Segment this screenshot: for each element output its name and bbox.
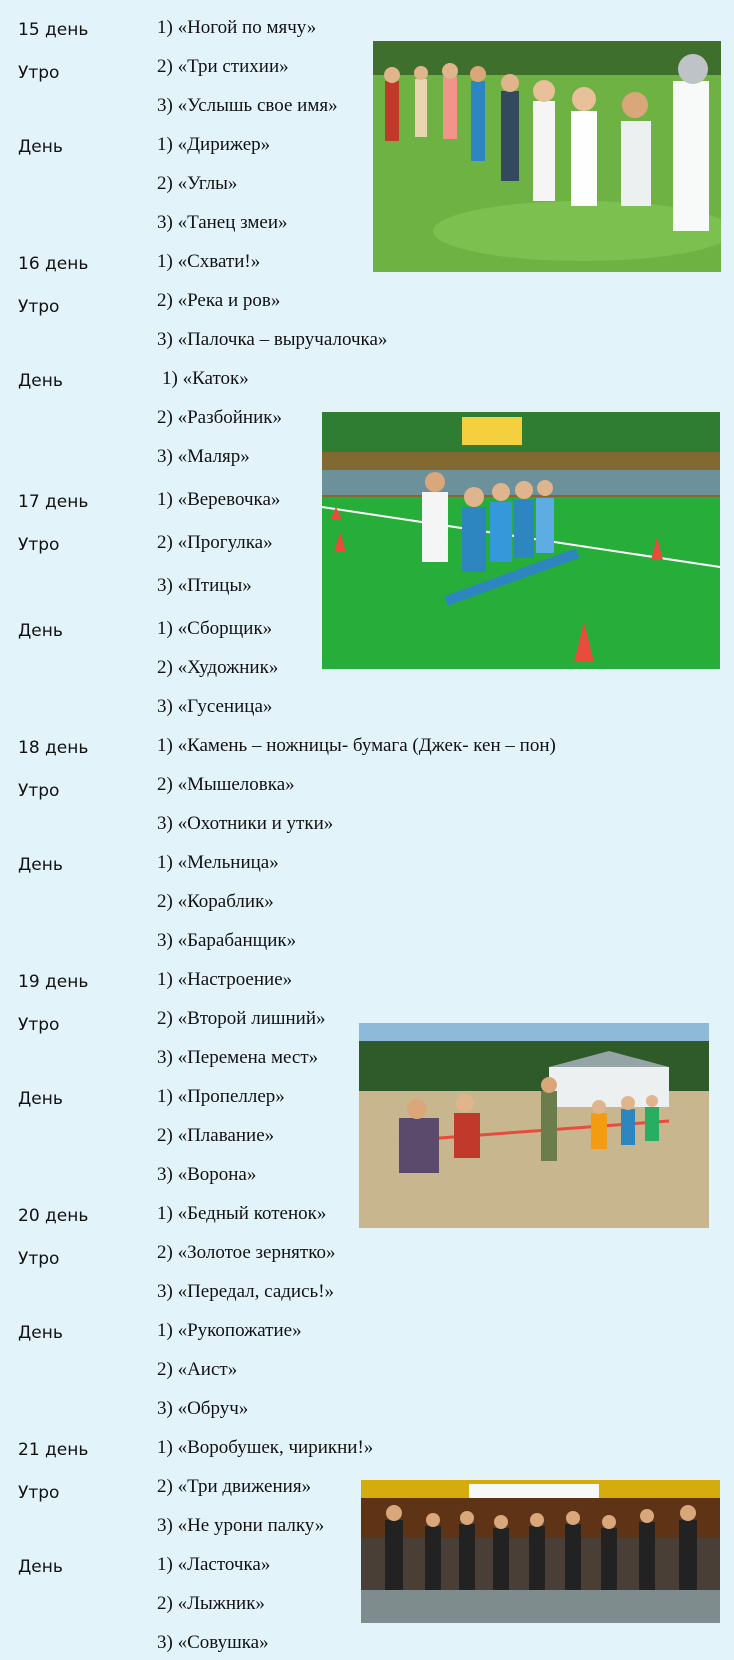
game-item: 2) «Художник» [157, 657, 279, 678]
afternoon-label: День [18, 1089, 63, 1109]
afternoon-label: День [18, 855, 63, 875]
day-label: 17 день [18, 492, 89, 512]
game-item: 3) «Перемена мест» [157, 1047, 319, 1068]
game-item: 1) «Схвати!» [157, 251, 261, 272]
indoor-dance-photo [361, 1480, 720, 1623]
tug-of-war-photo [359, 1023, 709, 1228]
game-item: 1) «Мельница» [157, 852, 279, 873]
game-item: 3) «Птицы» [157, 575, 252, 596]
game-item: 1) «Ногой по мячу» [157, 17, 317, 38]
game-item: 1) «Сборщик» [157, 618, 273, 639]
day-label: 18 день [18, 738, 89, 758]
day-label: 15 день [18, 20, 89, 40]
game-item: 1) «Пропеллер» [157, 1086, 285, 1107]
afternoon-label: День [18, 371, 63, 391]
game-item: 1) «Настроение» [157, 969, 293, 990]
game-item: 2) «Три стихии» [157, 56, 289, 77]
game-item: 3) «Охотники и утки» [157, 813, 334, 834]
game-item: 1) «Каток» [162, 368, 249, 389]
game-item: 3) «Обруч» [157, 1398, 249, 1419]
game-item: 3) «Ворона» [157, 1164, 257, 1185]
game-item: 3) «Палочка – выручалочка» [157, 329, 388, 350]
game-item: 2) «Лыжник» [157, 1593, 265, 1614]
game-item: 2) «Мышеловка» [157, 774, 295, 795]
game-item: 2) «Аист» [157, 1359, 238, 1380]
morning-label: Утро [18, 535, 60, 555]
game-item: 3) «Танец змеи» [157, 212, 288, 233]
game-item: 2) «Плавание» [157, 1125, 275, 1146]
morning-label: Утро [18, 1483, 60, 1503]
game-item: 3) «Гусеница» [157, 696, 273, 717]
game-item: 1) «Камень – ножницы- бумага (Джек- кен – пон) [157, 735, 556, 756]
day-label: 19 день [18, 972, 89, 992]
team-skis-field-photo [322, 412, 720, 669]
game-item: 2) «Река и ров» [157, 290, 281, 311]
game-item: 3) «Маляр» [157, 446, 250, 467]
game-item: 2) «Золотое зернятко» [157, 1242, 336, 1263]
game-item: 1) «Рукопожатие» [157, 1320, 302, 1341]
morning-label: Утро [18, 1249, 60, 1269]
game-item: 1) «Дирижер» [157, 134, 271, 155]
day-label: 16 день [18, 254, 89, 274]
game-item: 2) «Разбойник» [157, 407, 282, 428]
game-item: 1) «Бедный котенок» [157, 1203, 327, 1224]
children-game-grass-photo [373, 41, 721, 272]
game-item: 2) «Три движения» [157, 1476, 312, 1497]
morning-label: Утро [18, 1015, 60, 1035]
game-item: 3) «Передал, садись!» [157, 1281, 335, 1302]
game-item: 1) «Воробушек, чирикни!» [157, 1437, 374, 1458]
afternoon-label: День [18, 1557, 63, 1577]
day-label: 21 день [18, 1440, 89, 1460]
morning-label: Утро [18, 297, 60, 317]
game-item: 2) «Прогулка» [157, 532, 273, 553]
afternoon-label: День [18, 137, 63, 157]
morning-label: Утро [18, 781, 60, 801]
game-item: 1) «Веревочка» [157, 489, 281, 510]
game-item: 3) «Совушка» [157, 1632, 269, 1653]
game-item: 2) «Углы» [157, 173, 238, 194]
game-item: 3) «Барабанщик» [157, 930, 297, 951]
game-item: 2) «Кораблик» [157, 891, 274, 912]
afternoon-label: День [18, 621, 63, 641]
afternoon-label: День [18, 1323, 63, 1343]
game-item: 3) «Не урони палку» [157, 1515, 325, 1536]
game-item: 3) «Услышь свое имя» [157, 95, 338, 116]
game-item: 2) «Второй лишний» [157, 1008, 326, 1029]
day-label: 20 день [18, 1206, 89, 1226]
morning-label: Утро [18, 63, 60, 83]
game-item: 1) «Ласточка» [157, 1554, 271, 1575]
